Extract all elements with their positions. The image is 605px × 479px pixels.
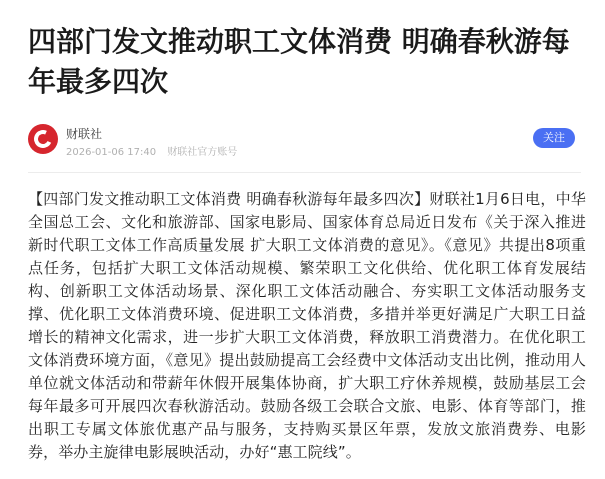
cls-logo-icon <box>31 127 54 150</box>
follow-button[interactable]: 关注 <box>533 128 575 148</box>
account-label: 财联社官方账号 <box>167 147 238 158</box>
article-meta <box>66 143 237 158</box>
author-avatar[interactable] <box>28 124 58 154</box>
author-row <box>28 124 581 168</box>
article-title: 四部门发文推动职工文体消费 明确春秋游每年最多四次 <box>28 25 570 98</box>
article-body: 【四部门发文推动职工文体消费 明确春秋游每年最多四次】财联社1月6日电，中华全国总工会、文化和旅游部、国家电影局、国家体育总局近日发布《关于深入推进新时代职工文体工作高质量发展 扩大职工文体消费的意见》。《意见》共提出8项重点任务，包括扩大职工文体活动规模、繁荣职工文化供给、优化职工体育发展结构、创新职工文体活动场景、深化职工文体活动融合、夯实职工文体活动服务支撑、优化职工文体消费环境、促进职工文体消费，多措并举更好满足广大职工日益增长的精神文化需求，进一步扩大职工文体消费，释放职工消费潜力。在优化职工文体消费环境方面，《意见》提出鼓励提高工会经费中文体活动支出比例，推动用人单位就文体活动和带薪年休假开展集体协商，扩大职工疗休养规模，鼓励基层工会每年最多可开展四次春秋游活动。鼓励各级工会联合文旅、电影、体育等部门，推出职工专属文体旅优惠产品与服务，支持购买景区年票，发放文旅消费券、电影券，举办主旋律电影展映活动，办好“惠工院线”。 <box>28 190 586 461</box>
publish-date: 2026-01-06 17:40 <box>66 147 157 158</box>
author-name[interactable]: 财联社 <box>66 127 103 141</box>
divider <box>28 172 581 173</box>
